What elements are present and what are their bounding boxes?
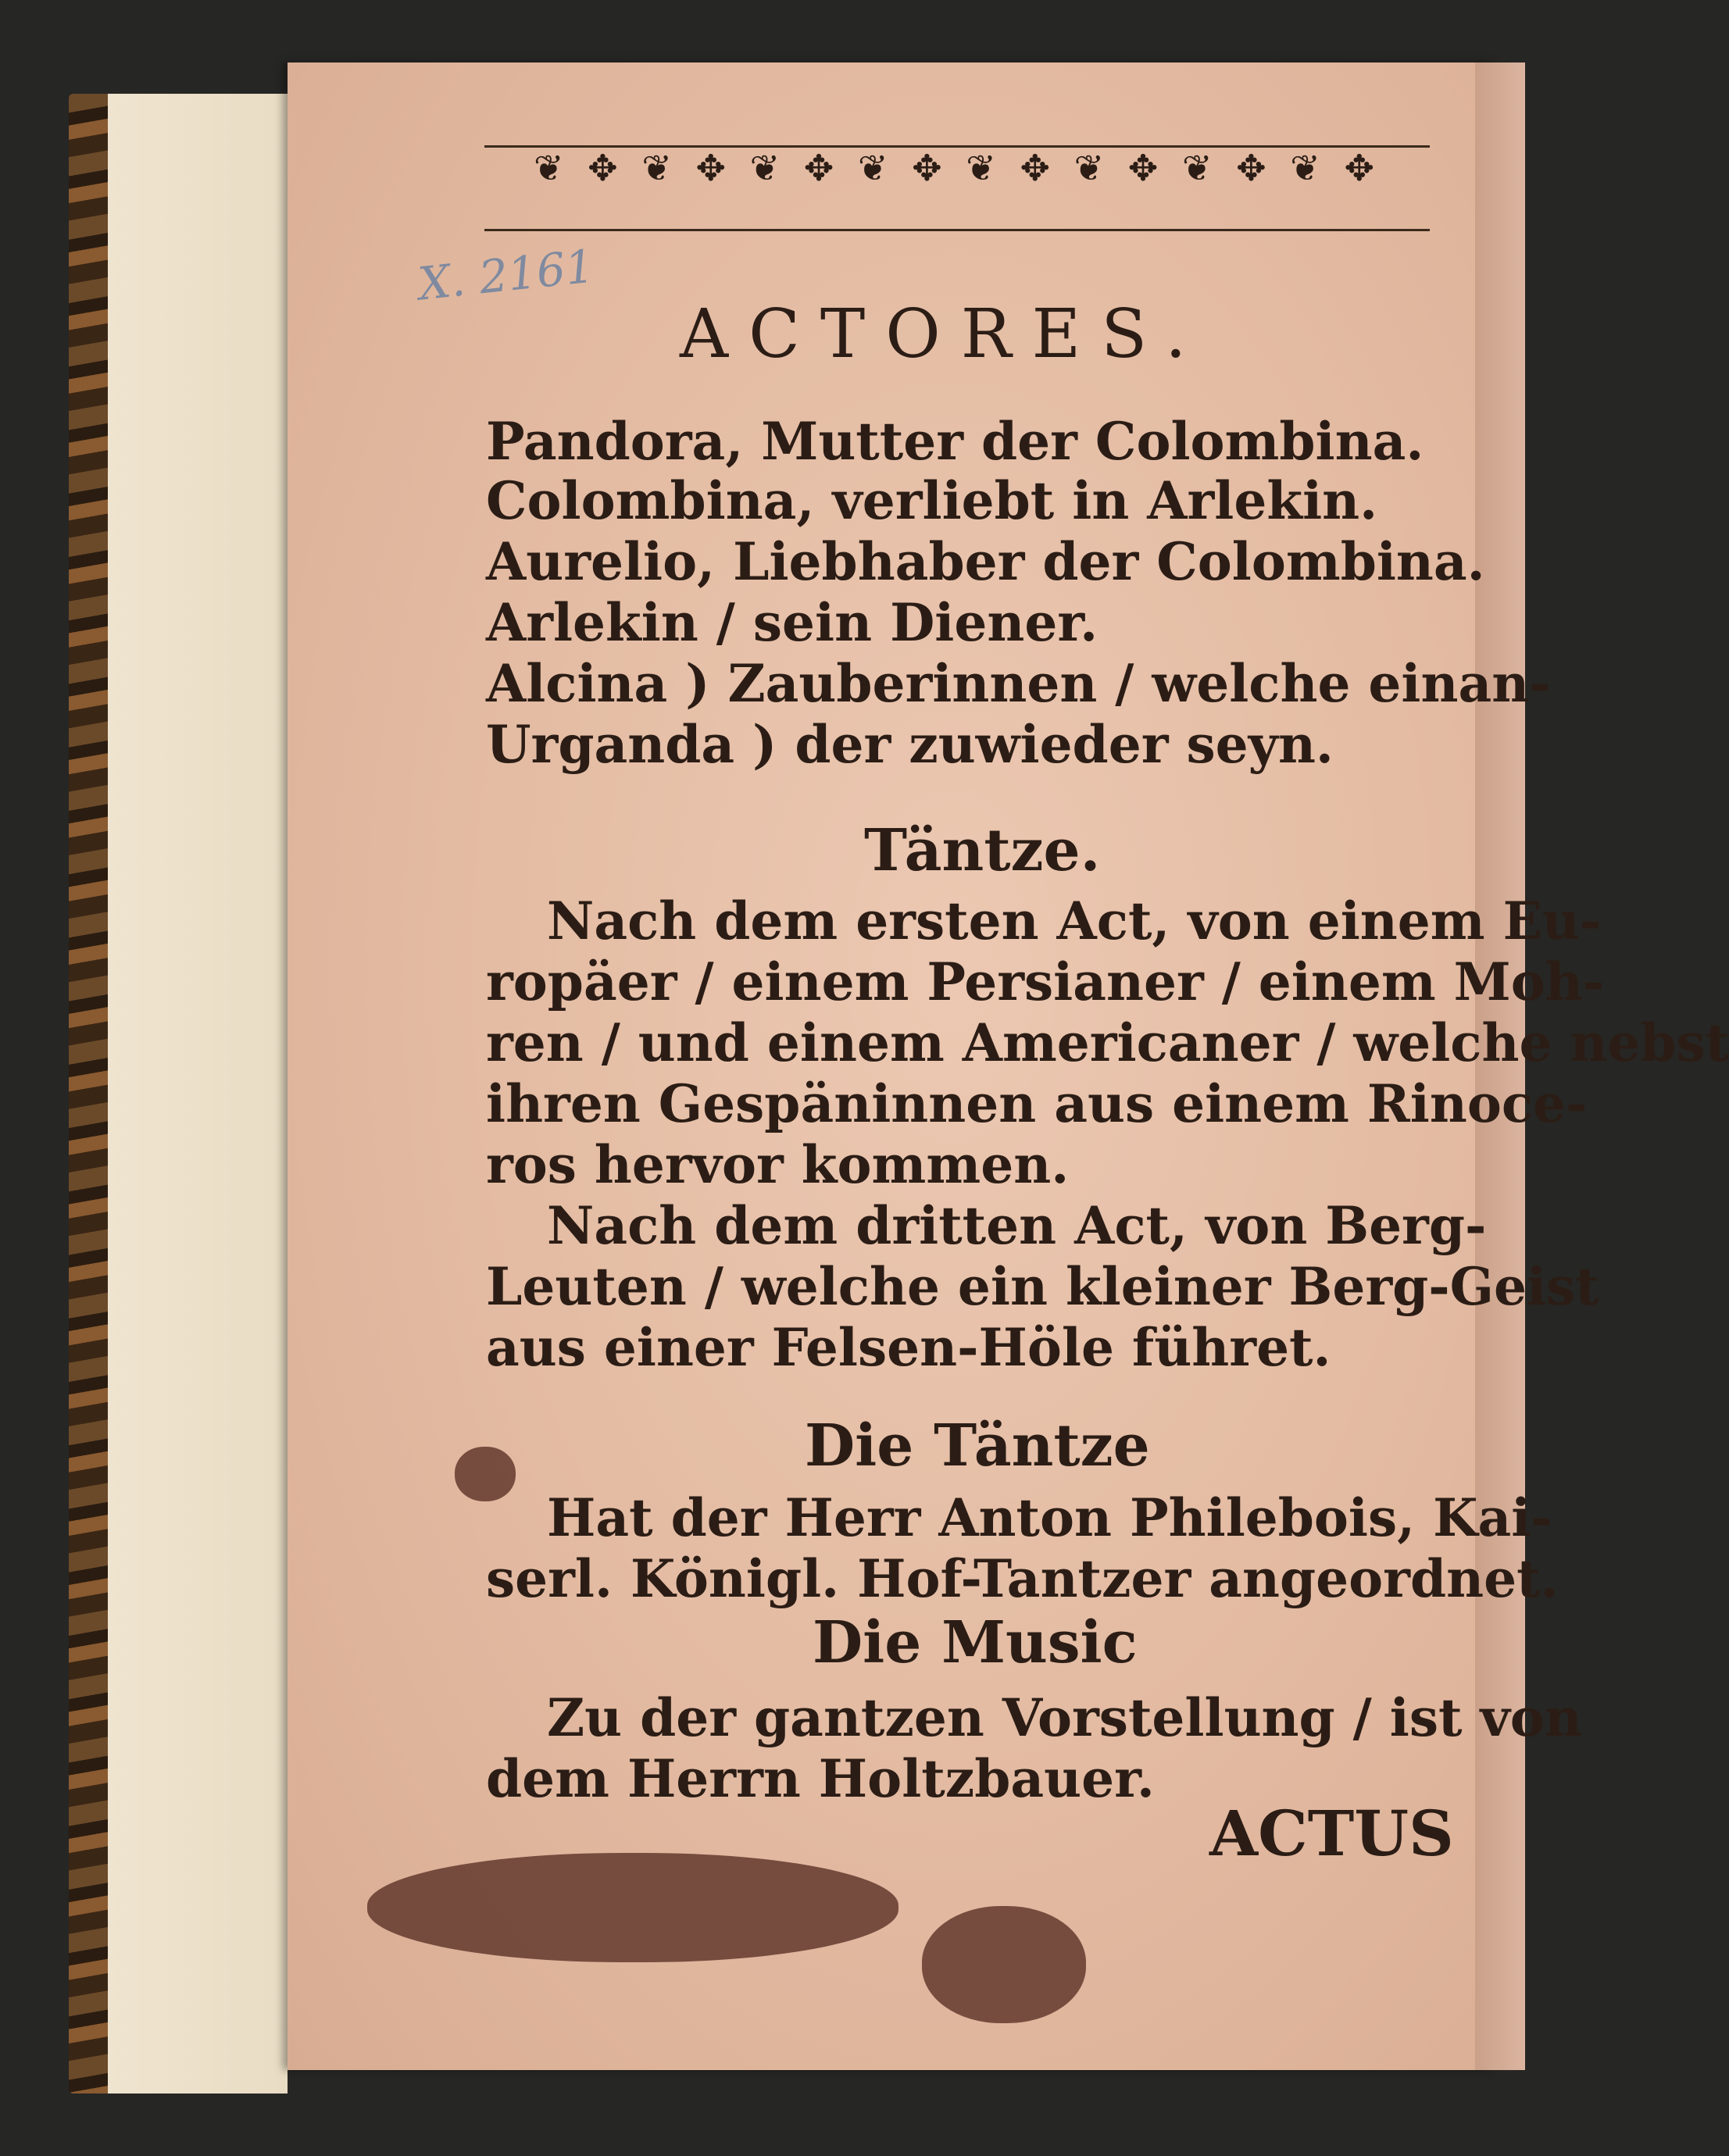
catchword: ACTUS (1209, 1797, 1454, 1870)
ink-stain (367, 1853, 898, 1962)
credit-line: serl. Königl. Hof-Tantzer angeordnet. (486, 1548, 1559, 1609)
actor-line: Urganda ) der zuwieder seyn. (486, 714, 1334, 775)
ink-stain (455, 1447, 516, 1501)
dance-line: Nach dem ersten Act, von einem Eu- (547, 891, 1602, 951)
actor-line: Pandora, Mutter der Colombina. (486, 411, 1424, 472)
actor-line: Colombina, verliebt in Arlekin. (486, 470, 1378, 531)
actor-line: Arlekin / sein Diener. (486, 592, 1098, 653)
dances-credit-heading: Die Täntze (805, 1412, 1150, 1480)
ornament-band: ❦ ✥ ❦ ✥ ❦ ✥ ❦ ✥ ❦ ✥ ❦ ✥ ❦ ✥ ❦ ✥ (484, 145, 1430, 231)
credit-line: Hat der Herr Anton Philebois, Kai- (547, 1487, 1552, 1548)
dance-line: ren / und einem Americaner / welche nebst (486, 1012, 1729, 1073)
flyleaf (108, 94, 288, 2094)
dance-line: Nach dem dritten Act, von Berg- (547, 1195, 1487, 1256)
actor-line: Alcina ) Zauberinnen / welche einan- (486, 653, 1551, 714)
music-line: dem Herrn Holtzbauer. (486, 1748, 1155, 1809)
dance-line: ihren Gespäninnen aus einem Rinoce- (486, 1073, 1588, 1134)
dance-line: Leuten / welche ein kleiner Berg-Geist (486, 1256, 1599, 1317)
dance-line: ropäer / einem Persianer / einem Moh- (486, 951, 1605, 1012)
ink-stain (922, 1906, 1086, 2023)
shelfmark: X. 2161 (416, 239, 597, 311)
music-line: Zu der gantzen Vorstellung / ist von (547, 1687, 1582, 1748)
dance-line: ros hervor kommen. (486, 1134, 1070, 1195)
page-title: ACTORES. (680, 295, 1207, 373)
music-heading: Die Music (813, 1609, 1138, 1676)
dance-line: aus einer Felsen-Höle führet. (486, 1317, 1331, 1378)
dances-heading: Täntze. (864, 817, 1101, 884)
actor-line: Aurelio, Liebhaber der Colombina. (486, 531, 1485, 592)
